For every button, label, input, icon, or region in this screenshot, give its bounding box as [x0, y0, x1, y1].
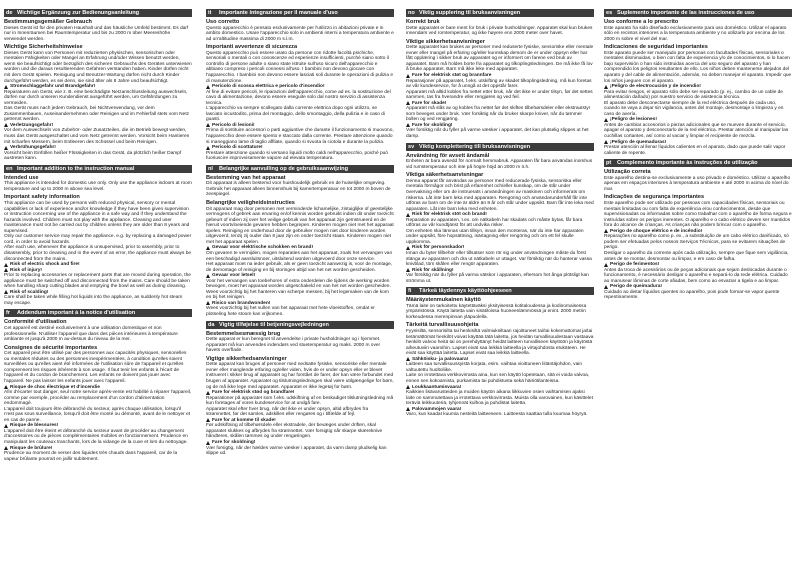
- language-code: no: [408, 10, 415, 16]
- section-title: Importante integrazione per il manuale d'uso: [219, 10, 338, 16]
- warning-icon: [406, 407, 410, 411]
- warning-icon: [206, 391, 210, 395]
- section-header: [206, 321, 394, 329]
- paragraph: Dieses Gerät kann von Personen mit reduzierten physischen, sensorischen oder mentalen Fähigkeiten oder Mangel an Erfahrung und/oder Wissen benutzt werden, wenn sie beaufsichtigt oder bezüglich des sicheren Gebrauchs des Gerätes unterwiesen wurden und die daraus resultierenden Gefahren verstanden haben. Kinder dürfen nicht mit dem Gerät spielen. Reinigung und Benutzer-Wartung dürfen nicht durch Kinder durchgeführt werden, es sei denn, sie sind älter als 8 Jahre und beaufsichtigt.: [4, 50, 192, 84]
- paragraph: Cet appareil est destiné exclusivement à une utilisation domestique et non professionnelle. N'utiliser l'appareil que dans des pièces intérieures à température ambiante et jusqu'à 2000 m au-dessus du niveau de la mer.: [4, 326, 178, 343]
- warning-icon: [206, 274, 210, 278]
- section-no: [406, 9, 594, 140]
- paragraph: Laitteen saa turvallisuussyistä korjata, esim. vaihtaa vioittuneen liitäntäjohdon, vain valtuutettu huoltoliike.: [406, 362, 582, 373]
- section-header: [604, 159, 792, 167]
- warning-line: [406, 268, 594, 274]
- warning-icon: [4, 446, 8, 450]
- warning-line: [604, 284, 792, 290]
- subheading: Bestemmelsesmæssig brug: [206, 330, 281, 337]
- warning-text: Risk för personskador!: [412, 245, 465, 251]
- warning-icon: [604, 140, 608, 144]
- paragraph: Cet appareil peut être utilisé par des personnes aux capacités physiques, sensorielles ou mentales réduites ou des personnes inexpérimentées, à condition qu'elles soient surveillées ou qu'elles aient été informées de l'utilisation sûre de l'appareil et qu'elles comprennent les risques inhérents à son usage. Il faut tenir les enfants à l'écart de l'appareil et du cordon de branchement. Les enfants ne doivent pas jouer avec l'appareil. Ne pas laisser les enfants jouer avec l'appareil.: [4, 351, 187, 384]
- paragraph: Vor dem Auswechseln von Zubehör- oder Zusatzteilen, die im Betrieb bewegt werden, muss das Gerät ausgeschaltet und vom Netz getrennt werden. Vorsicht beim Hantieren mit scharfen Messern, beim Entleeren des Schüssel und beim Reinigen.: [4, 128, 190, 145]
- paragraph: Reparation av apparaten, t.ex. om nätkabeln har skadats och måste bytas, får bara utföras av vår kundtjänst för att undvika risker.: [406, 217, 583, 229]
- warning-text: Risico van brandwonden!: [212, 300, 271, 306]
- paragraph: Var försiktig när du fyller på varma vätskor i apparaten, eftersom het ånga plötsligt kan strömma ut.: [406, 273, 589, 284]
- warning-icon: [406, 246, 410, 250]
- section-en: [4, 165, 192, 307]
- warning-text: Fare for at komme til skade!: [212, 417, 276, 423]
- warning-line: [406, 123, 594, 129]
- section-sv: [406, 143, 594, 285]
- paragraph: L'appareil doit toujours être débranché du secteur, après chaque utilisation, lorsqu'il n'est pas sous surveillance, lorsqu'il doit être monté ou démonté, avant de le nettoyer et en cas de panne.: [4, 406, 191, 423]
- paragraph: Este aparato ha sido diseñado exclusivamente para uso doméstico. Utilizar el aparato sólo en recintos interiores a la temperatura ambiente y no utilizarlo por encima de los 2000 m sobre el nivel del mar.: [604, 25, 787, 42]
- paragraph: Reparationer på apparatet som f.eks. udskiftning af en beskadiget tilslutningsledning må kun foretages af vores kundeservice for at undgå fare.: [206, 395, 394, 407]
- section-title: Suplemento importante de las instrucciones de uso: [617, 10, 755, 16]
- warning-icon: [4, 424, 8, 428]
- paragraph: Kaikkien lisävarusteiden ja muiden käytön aikana liikkuvien osien vaihtamisen ajaksi laite on sammutettava ja irrotettava verkkovirrasta. Muista olla varovainen, kun käsittelet teräviä leikkuuteriä, tyhjennät kulhoa ja puhdistat laitetta.: [406, 390, 593, 407]
- paragraph: Desligar o aparelho da corrente após cada utilização, sempre que fique sem vigilância, antes de se montar, desmontar ou limpar, e em caso de falha.: [604, 250, 789, 262]
- section-it: [206, 9, 394, 162]
- warning-icon: [206, 441, 210, 445]
- section-header: [406, 143, 594, 151]
- paragraph: Apparatet må alltid kobles fra nettet etter bruk, når det ikke er under tilsyn, før det settes sammen, tas fra hverandre eller rengjøres og ved feil.: [406, 89, 593, 101]
- warning-icon: [206, 123, 210, 127]
- language-code: en: [6, 165, 13, 172]
- paragraph: Afin d'écarter tout danger, seul notre service après-vente est habilité à réparer l'appareil, comme par exemple, procéder au remplacement d'un cordon d'alimentation endommagé.: [4, 390, 192, 407]
- warning-icon: [206, 85, 210, 89]
- paragraph: Para evitar riesgos, el aparato sólo debe ser reparado (p. ej., cambio de un cable de alimentación dañado) por nuestro servicio de asistencia técnica.: [604, 89, 783, 101]
- subheading: Consignes de sécurité importantes: [4, 344, 98, 351]
- paragraph: Questo apparecchio può essere usato da persone con ridotte facoltà psichiche, sensoriali o mentali o con conoscenze ed esperienze insufficienti, purché siano sotto il controllo di persone adulte o siano state istruite sull'uso sicuro dell'apparecchio e abbiano compreso i pericoli connessi all'uso. I bambini non devono giocare con l'apparecchio. I bambini non devono essere lasciati soli durante le operazioni di pulizia e di manutenzione.: [206, 50, 394, 84]
- warning-icon: [406, 213, 410, 217]
- warning-icon: [604, 229, 608, 233]
- paragraph: Vær forsiktig når du fyller på varme væsker i apparatet, det kan plutselig slippes ut het damp.: [406, 128, 589, 140]
- subheading: Användning för avsett ändamål: [406, 152, 490, 159]
- warning-icon: [206, 246, 210, 250]
- warning-text: Risk of electric shock and fire!: [10, 262, 80, 268]
- warning-line: [4, 123, 192, 129]
- warning-icon: [406, 385, 410, 389]
- paragraph: After each use, whenever the appliance is unsupervised, prior to assembly, prior to disassembly, prior to cleaning and in the event of an error, the appliance must always be disconnected from the mains.: [4, 245, 192, 262]
- paragraph: Apparatet skal efter hver brug, når det ikke er under opsyn, altid afbrydes fra strømnettet, før det samles, adskilles eller rengøres og i tilfælde af fejl.: [206, 406, 369, 418]
- subheading: Vigtige sikkerhedsanvisninger: [206, 355, 287, 362]
- section-title: Belangrijke aanvulling op de gebruiksaanwijzing: [219, 165, 348, 172]
- section-da: [206, 321, 394, 457]
- warning-icon: [604, 118, 608, 122]
- paragraph: Varo, kun kaadat kuumia nesteitä laitteeseen. Laitteesta saattaa tulla kuumaa höyryä.: [406, 412, 588, 418]
- subheading: Belangrijke veiligheidsinstructies: [206, 200, 295, 206]
- paragraph: Das Gerät muss nach jedem Gebrauch, bei Nichtverwendung, vor dem Zusammenbauen, Auseinandernehmen oder Reinigen und im Fehlerfall stets vom Netz getrennt werden.: [4, 106, 190, 123]
- warning-line: [206, 123, 394, 129]
- paragraph: L'appareil doit être éteint et débranché du secteur avant de procéder au changement d'accessoires ou de pièces complémentaires mobiles en fonctionnement. Prudence en manipulant les couteaux tranchants, lors de la vidange de la cuve et lors du nettoyage.: [4, 428, 188, 446]
- warning-line: [206, 440, 394, 446]
- warning-text: Gevaar voor elektrische schokken en brand!: [212, 245, 314, 251]
- paragraph: Antes da troca de acessórios ou de peças adicionais que sejam deslocadas durante o funcionamento, é necessário desligar o aparelho e separá-lo da rede elétrica. Cuidado ao manusear lâminas de corte afiadas, bem como ao esvaziar a tigela e ao limpar.: [604, 267, 788, 284]
- paragraph: El aparato debe desconectarse siempre de la red eléctrica después de cada uso, cuando se vaya a dejar sin vigilancia, antes del montaje, desmontaje o limpieza y en caso de avería.: [604, 100, 784, 117]
- paragraph: Prestare attenzione quando si versano liquidi molto caldi nell'apparecchio, poiché può fuoriuscire improvvisamente vapore ad elevata temperatura.: [206, 150, 388, 162]
- warning-icon: [4, 146, 8, 150]
- warning-text: Fare for skoldning!: [212, 440, 256, 446]
- subheading: Wichtige Sicherheitshinweise: [4, 44, 83, 51]
- subheading: Utilização correta: [604, 169, 651, 176]
- paragraph: Vorsicht beim Einfüllen heißer Flüssigkeiten in das Gerät, da plötzlich heißer Dampf austreten kann.: [4, 150, 182, 162]
- paragraph: Reparaturen am Gerät, wie z. B. eine beschädigte Netzanschlussleitung auswechseln, dürfen nur durch unseren Kundendienst ausgeführt werden, um Gefährdungen zu vermeiden.: [4, 89, 188, 106]
- warning-text: Fare for skade!: [412, 100, 447, 106]
- section-header: [4, 165, 192, 173]
- warning-icon: [406, 101, 410, 105]
- language-code: da: [208, 321, 215, 328]
- warning-line: [4, 268, 192, 274]
- paragraph: Dette apparatet kan brukes av personer med reduserte fysiske, sensoriske eller mentale evner eller mangel på erfaring og/eller kunnskap dersom de er under oppsyn eller har fått opplæring i sikker bruk av apparatet og er informert om farene ved bruk av apparatet. Barn må holdes borte fra apparatet og tilkoplingsledningen. De må ikke få lov å bruke apparatet. Barn må ikke leke med apparatet.: [406, 45, 594, 73]
- language-code: de: [6, 10, 13, 16]
- section-title: Vigtig tilføjelse til betjeningsvejledningen: [219, 321, 329, 328]
- paragraph: Dette apparat kan bruges af personer med nedsatte fysiske, sensoriske eller mentale evner eller manglende erfaring og/eller viden, hvis de er under opsyn eller er blevet instrueret i sikker brug af apparatet og har forstået de farer, der kan være forbundet med brugen af apparatet. Apparatet og tilslutningsledningen skal være utilgængelige for børn, og de må ikke lege med apparatet. Apparatet er ikke legetøj for børn.: [206, 362, 394, 390]
- warning-line: [4, 290, 192, 296]
- column-1: [4, 9, 192, 561]
- section-title: Tärkeä täydennys käyttöohjeeseen: [419, 288, 512, 295]
- section-header: [206, 165, 394, 173]
- subheading: Bestemming van het apparaat: [206, 174, 286, 181]
- warning-text: Risk för elektrisk stöt och brand!: [412, 212, 487, 218]
- paragraph: Questo apparecchio è pensato esclusivamente per l'utilizzo in abitazioni private e in ambito domestico. Usare l'apparecchio solo in ambienti interni a temperatura ambiente e ad un'altitudine massima di 2000 m s.l.m.: [206, 25, 394, 42]
- section-header: [4, 9, 192, 17]
- paragraph: Om enheten ska lämnas utan tillsyn, innan den monteras, när du inte har apparaten under uppsikt, före hopsättning, isärtagning eller rengöring och om ett fel skulle uppkomma.: [406, 228, 584, 245]
- subheading: Conformité d'utilisation: [4, 319, 67, 326]
- warning-icon: [4, 263, 8, 267]
- warning-icon: [604, 85, 608, 89]
- section-nl: [206, 165, 394, 318]
- warning-text: Risk för skållning!: [412, 267, 454, 273]
- paragraph: Este aparelho pode ser utilizado por pessoas com capacidades físicas, sensoriais ou mentais limitadas ou com falta de experiência e/ou conhecimentos, desde que supervisionadas ou informadas sobre como trabalhar com o aparelho de forma segura e instruídas sobre os perigos inerentes. O aparelho e o cabo elétrico devem ser mantidos fora do alcance de crianças. As crianças não podem brincar com o aparelho.: [604, 201, 792, 229]
- paragraph: Apparatet må slås av og kobles fra nettet før det skiftes tilbehørsdeler eller ekstrautstyr som beveges under bruk. Vær forsiktig når du bruker skarpe kniver, når du tømmer bollen og ved rengjøring.: [406, 106, 591, 123]
- paragraph: Dette apparatet er bare ment for bruk i private husholdninger. Apparatet skal kun brukes innendørs ved romtemperatur, og ikke høyere enn 2000 meter over havet.: [406, 25, 593, 37]
- warning-icon: [406, 268, 410, 272]
- language-code: nl: [208, 165, 213, 172]
- warning-line: [206, 301, 394, 307]
- paragraph: Only our customer service may repair the appliance, e.g. by replacing a damaged power cord, in order to avoid hazards.: [4, 234, 192, 245]
- section-header: [604, 9, 792, 17]
- section-title: Viktig supplering til bruksanvisningen: [419, 10, 521, 16]
- warning-text: Perigo de choque elétrico e de incêndio!: [610, 228, 703, 234]
- warning-line: [206, 273, 394, 279]
- warning-line: [406, 101, 594, 107]
- section-header: [206, 9, 394, 17]
- paragraph: Prima di sostituire accessori o parti aggiuntive che durante il funzionamento si muovono, l'apparecchio deve essere spento e staccato dalla corrente. Prestare attenzione quando si maneggiano lame di taglio affilate, quando si svuota la ciotola e durante la pulizia.: [206, 128, 394, 145]
- section-header: [4, 309, 192, 317]
- paragraph: Het apparaat moet na ieder gebruik, als er geen toezicht aanwezig is, voor de montage, de demontage of reiniging en bij storingen altijd van het net worden gescheiden.: [206, 262, 393, 273]
- warning-text: Fare for elektrisk støt og brannfare: [412, 73, 492, 79]
- warning-line: [4, 84, 192, 90]
- paragraph: Reparações no aparelho como p. ex., a substituição de um cabo elétrico danificado, só podem ser efetuadas pelos nossos Serviços Técnicos, para se evitarem situações de perigo.: [604, 234, 789, 251]
- warning-line: [4, 145, 192, 151]
- warning-line: [604, 84, 792, 90]
- paragraph: Al fine di evitare pericoli, le riparazioni dell'apparecchio, come ad es. la sostituzione del cavo di alimentazione, devono essere eseguite solo dal nostro servizio di assistenza tecnica.: [206, 89, 391, 106]
- subheading: Bestimmungsgemäßer Gebrauch: [4, 19, 92, 25]
- warning-text: Risque de brûlure!: [10, 445, 53, 451]
- paragraph: Reparasjoner på apparatet, f.eks. utskifting av skadet tilkoplingsledning, må kun foretas av vår kundeservice, for å unngå at det oppstår farer.: [406, 78, 592, 90]
- paragraph: Cuidado ao deitar líquidos quentes no aparelho, pois pode formar-se vapor quente repentinamente.: [604, 289, 780, 301]
- paragraph: Dieses Gerät ist für den privaten Haushalt und das häusliche Umfeld bestimmt. Es darf nur in Innenräumen bei Raumtemperatur und bis zu 2000 m über Meereshöhe verwendet werden.: [4, 25, 189, 42]
- warning-icon: [4, 123, 8, 127]
- warning-text: Verbrühungsgefahr!: [10, 145, 56, 151]
- paragraph: Wees voorzichtig bij het vullen van het apparaat met hete vloeistoffen, omdat er plotseling hete stoom kan vrijkomen.: [206, 306, 375, 317]
- section-title: Viktig komplettering till bruksanvisningen: [419, 143, 531, 150]
- warning-line: [604, 140, 792, 146]
- paragraph: Om gevaren te vermijden, mogen reparaties aan het apparaat, zoals het vervangen van een beschadigd aansluitsnoer, uitsluitend worden uitgevoerd door onze service.: [206, 250, 393, 262]
- warning-line: [604, 262, 792, 268]
- section-es: [604, 9, 792, 156]
- warning-line: [4, 423, 192, 429]
- warning-icon: [406, 357, 410, 361]
- warning-text: Loukkaantumisvaara!: [412, 384, 462, 390]
- warning-line: [406, 357, 594, 363]
- paragraph: L'apparecchio va sempre scollegato dalla corrente elettrica dopo ogni utilizzo, se lasciato incustodito, prima del montaggio, dello smontaggio, della pulizia e in caso di guasti.: [206, 106, 385, 123]
- subheading: Important safety information: [4, 194, 80, 201]
- paragraph: Dit apparaat is alleen bestemd voor huishoudelijk gebruik en de huiselijke omgeving. Gebruik het apparaat alleen binnenshuis bij kamertemperatuur en tot 2000 m boven de zeespiegel.: [206, 181, 391, 198]
- paragraph: Tämä laite on tarkoitettu käytettäväksi yksityisessä kotitaloudessa ja kodinomaisessa ympäristössä. Käytä laitetta vain sisätiloissa huoneenlämmössä ja enint. 2000 metrin korkeudessa merenpinnan yläpuolella.: [406, 303, 587, 320]
- subheading: Viktige sikkerhetsanvisninger: [406, 38, 485, 45]
- paragraph: Prestar atención al llenar líquidos calientes en el aparato, dado que puede salir vapor caliente de repente.: [604, 145, 786, 156]
- warning-text: Pericolo di scottature!: [212, 145, 263, 151]
- warning-line: [604, 117, 792, 123]
- paragraph: This appliance is intended for domestic use only. Only use the appliance indoors at room temperature and up to 2000 m above sea level.: [4, 181, 192, 192]
- warning-icon: [4, 290, 8, 294]
- paragraph: This appliance can be used by persons with reduced physical, sensory or mental capabilities or lack of experience and/or knowledge if they have been given supervision or instruction concerning use of the appliance in a safe way and if they understand the hazards involved. Children must not play with the appliance. Cleaning and user maintenance must not be carried out by children unless they are older than 8 years and supervised.: [4, 201, 190, 234]
- paragraph: Este aparelho destina-se exclusivamente a uso privado e doméstico. Utilizar o aparelho apenas em espaços interiores à temperatura ambiente e até 2000 m acima do nível do mar.: [604, 175, 791, 192]
- warning-text: Pericolo di scossa elettrica e pericolo d'incendio!: [212, 84, 325, 90]
- subheading: Importanti avvertenze di sicurezza: [206, 44, 298, 51]
- warning-line: [206, 84, 394, 90]
- warning-text: Risque de choc électrique et d'incendie: [10, 384, 100, 390]
- warning-line: [406, 407, 594, 413]
- section-fr: [4, 309, 192, 462]
- section-title: Wichtige Ergänzung zur Bedienungsanleitung: [17, 10, 140, 16]
- language-code: sv: [408, 143, 415, 150]
- language-code: fr: [6, 310, 11, 317]
- warning-text: Risk of scalding!: [10, 289, 49, 295]
- subheading: Uso corretto: [206, 19, 240, 25]
- language-code: it: [208, 10, 212, 16]
- warning-line: [206, 418, 394, 424]
- section-de: [4, 9, 192, 162]
- section-title: Important addition to the instruction manual: [17, 165, 135, 172]
- warning-icon: [206, 418, 210, 422]
- paragraph: Fyysisiltä, sensorisilta tai henkisiltä valmiuksiltaan rajoittuneet tai/tai kokemattomat ja/tai tietämättömät henkilöt voivat käyttää tätä laitetta, jos heidän turvallisuudestaan vastaava henkilö valvoo heitä tai on perehdyttänyt heidät laitteen turvalliseen käyttöön ja käytöstä aiheutuviin vaaroihin. Lapset eivät saa leikkiä laitteella ja virtajohdosta etukäteen. He eivät saa käyttää laitetta. Lapset eivät saa leikkiä laitteella.: [406, 329, 594, 357]
- warning-line: [206, 390, 394, 396]
- paragraph: Care shall be taken while filling hot liquids into the appliance, as suddenly hot steam may escape.: [4, 295, 183, 306]
- subheading: Indicações de segurança importantes: [604, 194, 705, 201]
- warning-icon: [206, 146, 210, 150]
- warning-line: [206, 245, 394, 251]
- paragraph: Prudence au moment de verser des liquides très chauds dans l'appareil, car de la vapeur brûlante pourrait en jaillir subitement.: [4, 451, 178, 462]
- warning-text: Stromschlaggefahr und Brandgefahr!: [10, 84, 96, 90]
- warning-text: Perigo de queimadura!: [610, 284, 662, 290]
- warning-text: Sähköisku- ja palovaara!: [412, 356, 469, 362]
- section-header: [406, 9, 594, 17]
- warning-line: [406, 212, 594, 218]
- warning-text: Perigo de ferimentos!: [610, 262, 660, 268]
- subheading: Korrekt bruk: [406, 19, 440, 25]
- warning-icon: [4, 85, 8, 89]
- warning-text: ¡Peligro de quemaduras!: [610, 139, 667, 145]
- section-title: Complemento importante às instruções de utilização: [617, 160, 758, 167]
- warning-text: Pericolo di lesioni!: [212, 122, 255, 128]
- language-code: pt: [606, 160, 612, 167]
- warning-icon: [4, 268, 8, 272]
- section-title: Addendum important à la notice d'utilisation: [17, 310, 136, 317]
- paragraph: Este aparato puede ser manejado por personas con facultades físicas, sensoriales o mentales disminuidas, o bien con falta de experiencia y/o de conocimientos, si lo hacen bajo supervisión o han sido instruidas acerca del uso seguro del aparato y han comprendido los peligros resultantes de ello. Los niños deben mantenerse alejados del aparato y del cable de alimentación, además, no deben manejar el aparato. Impedir que los niños jueguen con el aparato.: [604, 50, 792, 84]
- warning-line: [4, 385, 192, 391]
- warning-icon: [406, 74, 410, 78]
- warning-icon: [206, 301, 210, 305]
- warning-line: [4, 446, 192, 452]
- paragraph: Antes de cambiar accesorios o piezas adicionales que se mueven durante el servicio, apagar el aparato y desconectarlo de la red eléctrica. Prestar atención al manipular las cuchillas cortantes, así como al vaciar y limpiar el recipiente de mezcla.: [604, 122, 789, 140]
- warning-text: ¡Peligro de lesiones!: [610, 117, 657, 123]
- subheading: Intended use: [4, 174, 39, 181]
- warning-text: Gevaar voor letsel!: [212, 273, 256, 279]
- paragraph: Innan du byter tillbehör eller tillsatser som rör sig under användningen måste du först stänga av apparaten och dra ut nätkabeln ur uttaget. Var försiktig när du hanterar vassa knivblad, töm skålen eller rengör apparaten.: [406, 250, 592, 268]
- paragraph: Prior to replacing accessories or replacement parts that are moved during operation, the appliance must be switched off and disconnected from the mains. Care should be taken when handling sharp cutting blades and emptying the bowl as well as during cleaning.: [4, 273, 191, 290]
- section-header: [406, 287, 594, 295]
- paragraph: Enheten är bara avsedd för normalt hemmabruk. Apparaten får bara användas inomhus vid rumstemperatur och inte på högre höjd än 2000 m ö.h.: [406, 159, 593, 170]
- warning-icon: [4, 385, 8, 389]
- language-code: fi: [408, 288, 412, 295]
- warning-text: ¡Peligro de electrocución y de incendio!: [610, 84, 701, 90]
- paragraph: Dit apparaat mag door personen met verminderde lichamelijke, zintuiglijke of geestelijke vermogens of gebrek aan ervaring en/of kennis worden gebruikt indien dit onder toezicht gebeurt of indien zij over het veilige gebruik van het apparaat zijn geïnstrueerd en de hieruit voortvloeiende gevaren hebben begrepen. Kinderen mogen niet met het apparaat spelen. Reiniging en onderhoud door de gebruiker mogen niet door kinderen worden uitgevoerd, tenzij zij ouder dan 8 jaar zijn en onder toezicht staan. Kinderen mogen niet met het apparaat spelen.: [206, 206, 394, 245]
- warning-icon: [406, 123, 410, 127]
- column-4: [604, 9, 792, 561]
- warning-line: [406, 73, 594, 79]
- warning-text: Risque de blessures!: [10, 423, 59, 429]
- subheading: Viktiga säkerhetsanvisningar: [406, 172, 484, 179]
- subheading: Tärkeitä turvallisuusohjeita: [406, 322, 479, 329]
- warning-text: Fare for elektrisk stød og brandfare!: [212, 390, 295, 396]
- subheading: Indicaciones de seguridad importantes: [604, 44, 708, 51]
- paragraph: Før udskiftning af tilbehørsdele eller ekstradele, der bevæges under driften, skal apparatet slukkes og afbrydes fra strømnettet. Vær forsigtig når skarpe skæreknive håndteres, skålen tømmes og under rengøringen.: [206, 423, 383, 440]
- warning-line: [206, 145, 394, 151]
- paragraph: Voor het vervangen van toebehoren of extra onderdelen die tijdens de werking worden bewogen, moet het apparaat worden uitgeschakeld en van het net worden gescheiden. Wees voorzichtig bij het hanteren van scherpe messen, bij het legemaken van de kom en bij het reinigen.: [206, 278, 391, 301]
- warning-line: [406, 385, 594, 391]
- paragraph: Laite on irrotettava verkkovirrasta aina, kun sen käyttö lopetetaan, sitä ei voida valvoa, ennen sen kokoamista, purkamista tai puhdistusta sekä häiriötilanteissa.: [406, 373, 590, 384]
- subheading: Määräystenmukainen käyttö: [406, 297, 481, 304]
- warning-line: [406, 245, 594, 251]
- warning-text: Verletzungsgefahr!: [10, 122, 54, 128]
- warning-text: Palovammojen vaara!: [412, 406, 462, 412]
- section-fi: [406, 287, 594, 418]
- warning-text: Risk of injury!: [10, 267, 42, 273]
- warning-icon: [604, 263, 608, 267]
- warning-text: Fare for skolding!: [412, 122, 453, 128]
- paragraph: Dette apparat er kun beregnet til anvendelse i private husholdninger og i hjemmet. Apparatet må kun anvendes indendørs ved stuetemperatur og maks. 2000 m over havets overflade.: [206, 337, 381, 354]
- subheading: Uso conforme a lo prescrito: [604, 19, 679, 25]
- warning-icon: [604, 285, 608, 289]
- section-pt: [604, 159, 792, 301]
- paragraph: Denna apparat får användas av personer med reducerade fysiska, sensoriska eller mentala förmågor och brist på erfarenhet och/eller kunskap, om de står under övervakning eller om de instruerats i användningen av maskinen och informerats om riskerna. Låt inte barn leka med apparaten. Rengöring och användarunderhåll får inte utföras av barn om de inte är äldre än 8 år och står under uppsikt. Barn får inte leka med apparaten. Låt inte barn leka med enheten.: [406, 178, 594, 212]
- column-2: [206, 9, 394, 561]
- warning-line: [604, 229, 792, 235]
- paragraph: Vær forsigtig, når der hældes varme væsker i apparatet, da varm damp pludselig kan slippe ud.: [206, 445, 387, 457]
- column-3: [406, 9, 594, 561]
- language-code: es: [606, 10, 613, 16]
